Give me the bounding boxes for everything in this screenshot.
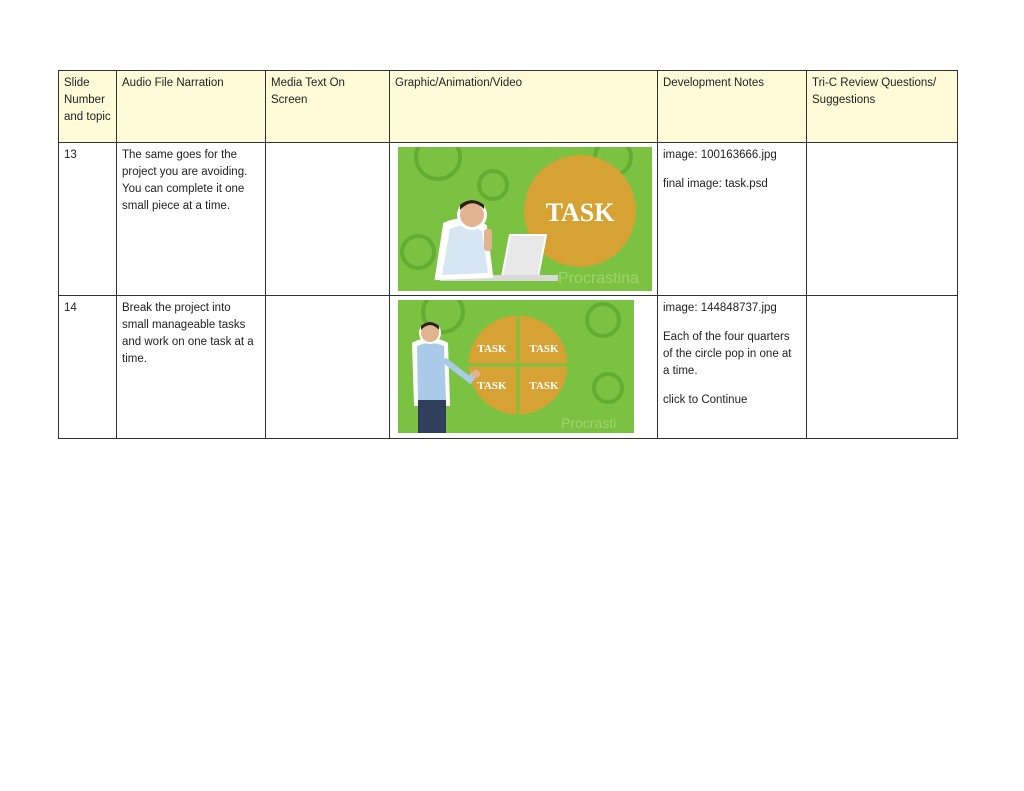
- note-continue: click to Continue: [663, 394, 748, 406]
- note-image-file: image: 144848737.jpg: [663, 302, 777, 314]
- graphic-cell: [390, 143, 658, 296]
- table-row: [59, 296, 958, 439]
- slide-number: 13: [59, 143, 117, 296]
- note-image-file: image: 100163666.jpg: [663, 149, 777, 161]
- media-text-cell: [266, 296, 390, 439]
- media-text-cell: [266, 143, 390, 296]
- header-review: Tri-C Review Questions/ Suggestions: [807, 71, 958, 143]
- graphic-cell: [390, 296, 658, 439]
- review-cell: [807, 143, 958, 296]
- header-graphic: Graphic/Animation/Video: [390, 71, 658, 143]
- slide-thumbnail: [398, 147, 652, 291]
- table-row: [59, 143, 958, 296]
- task-label: TASK: [545, 198, 615, 227]
- dev-notes-cell: [658, 143, 807, 296]
- note-final-image: final image: task.psd: [663, 178, 768, 190]
- quarter-label: TASK: [529, 380, 559, 392]
- review-cell: [807, 296, 958, 439]
- header-slide-number: Slide Number and topic: [59, 71, 117, 143]
- quarter-label: TASK: [529, 343, 559, 355]
- header-media-text: Media Text On Screen: [266, 71, 390, 143]
- quarter-label: TASK: [477, 343, 507, 355]
- dev-notes-cell: [658, 296, 807, 439]
- watermark-text: Procrasti: [561, 415, 617, 431]
- header-audio-narration: Audio File Narration: [117, 71, 266, 143]
- narration-cell: The same goes for the project you are avoiding. You can complete it one small piece at a time.: [117, 143, 266, 296]
- note-animation: Each of the four quarters of the circle pop in one at a time.: [663, 331, 792, 377]
- quarter-label: TASK: [477, 380, 507, 392]
- slide-thumbnail: [398, 300, 634, 433]
- narration-cell: Break the project into small manageable tasks and work on one task at a time.: [117, 296, 266, 439]
- header-dev-notes: Development Notes: [658, 71, 807, 143]
- header-row: [59, 71, 958, 143]
- storyboard-table: [58, 70, 958, 439]
- watermark-text: Procrastina: [558, 270, 639, 287]
- slide-number: 14: [59, 296, 117, 439]
